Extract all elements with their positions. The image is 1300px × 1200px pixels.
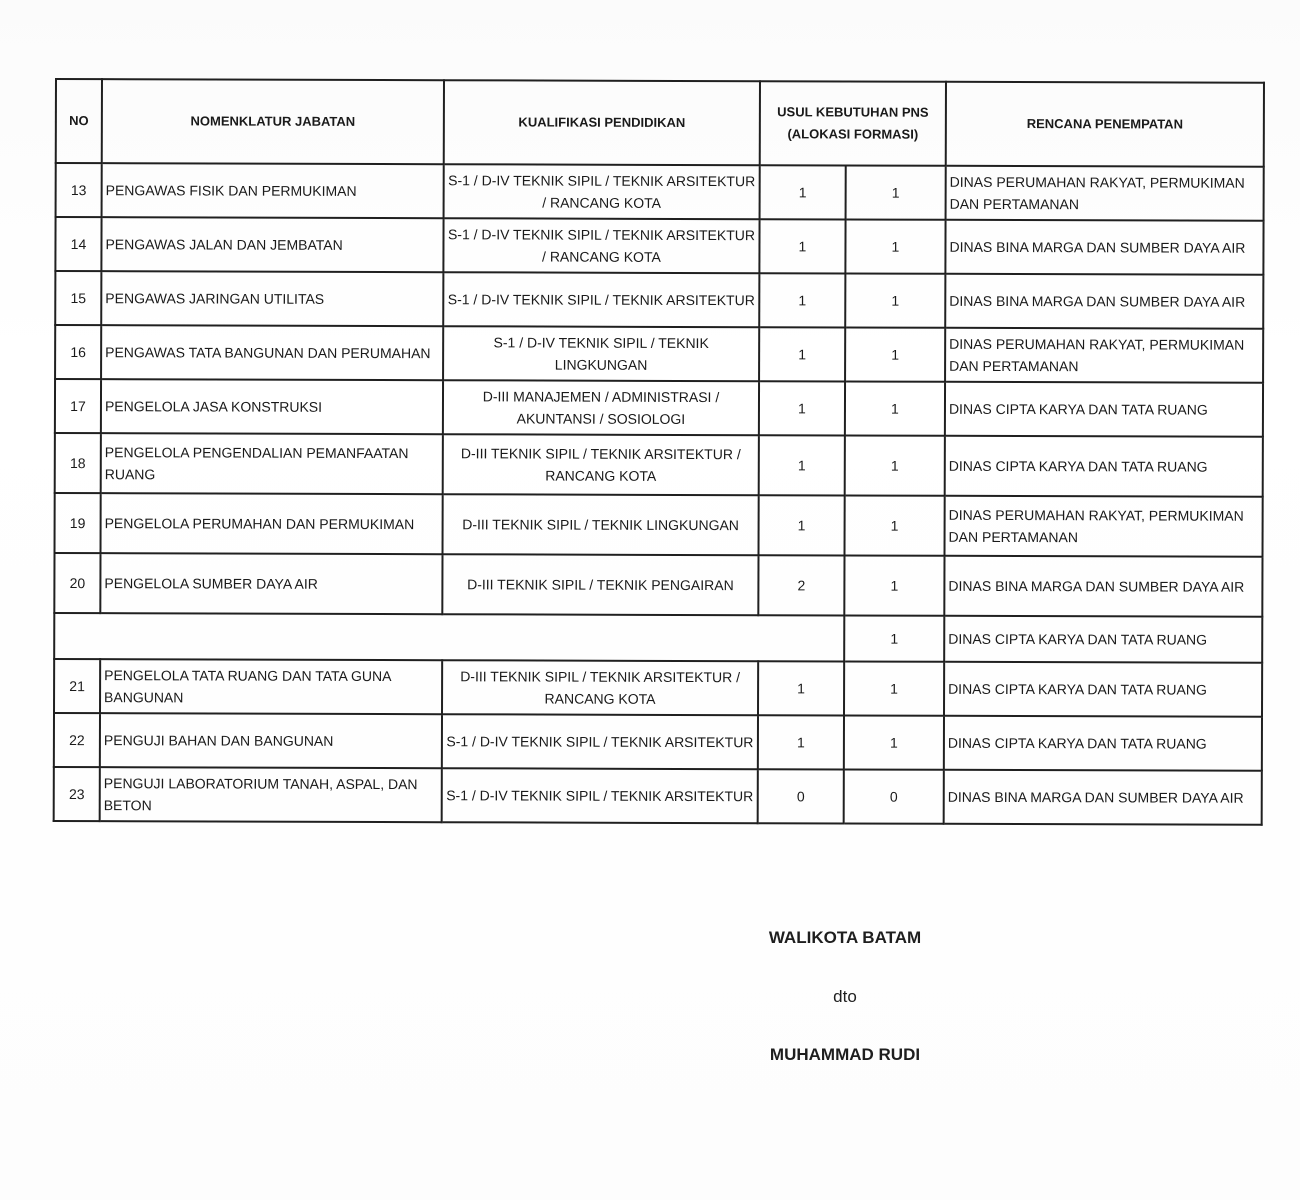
cell-usul: 1 [759,435,845,495]
table-row [54,553,1262,617]
cell-rencana: DINAS BINA MARGA DAN SUMBER DAYA AIR [945,274,1263,329]
cell-nomenklatur: PENGUJI BAHAN DAN BANGUNAN [100,713,442,768]
header-usul-line2: (ALOKASI FORMASI) [787,126,919,142]
cell-alokasi: 1 [845,435,945,495]
cell-no: 19 [55,493,101,553]
cell-rencana: DINAS BINA MARGA DAN SUMBER DAYA AIR [944,770,1262,825]
header-usul-line1: USUL KEBUTUHAN PNS [777,104,929,120]
table-row [54,659,1262,717]
cell-no: 17 [55,379,101,433]
cell-nomenklatur: PENGELOLA PENGENDALIAN PEMANFAATAN RUANG [101,433,443,494]
cell-alokasi: 1 [844,661,944,715]
signature-name: MUHAMMAD RUDI [769,1045,921,1064]
header-usul [760,81,946,166]
cell-alokasi: 1 [845,219,945,273]
header-no: NO [56,79,102,163]
cell-usul: 1 [760,165,846,219]
cell-rencana: DINAS CIPTA KARYA DAN TATA RUANG [944,716,1262,771]
cell-nomenklatur: PENGAWAS TATA BANGUNAN DAN PERUMAHAN [101,325,443,380]
cell-no: 22 [54,713,100,767]
cell-usul: 1 [759,495,845,555]
cell-usul: 1 [759,219,845,273]
cell-alokasi: 0 [844,769,944,823]
cell-alokasi: 1 [844,615,944,661]
cell-kualifikasi: D-III TEKNIK SIPIL / TEKNIK ARSITEKTUR / RANCANG KOTA [442,660,758,715]
table-row [54,767,1262,825]
table-row [55,433,1263,497]
cell-kualifikasi: S-1 / D-IV TEKNIK SIPIL / TEKNIK LINGKUNGAN [443,326,759,381]
table-row [54,713,1262,771]
cell-nomenklatur: PENGELOLA PERUMAHAN DAN PERMUKIMAN [101,493,443,554]
cell-usul: 0 [758,769,844,823]
cell-rencana: DINAS CIPTA KARYA DAN TATA RUANG [944,616,1262,663]
cell-empty-merged [54,613,844,661]
cell-no: 14 [55,217,101,271]
header-kualifikasi: KUALIFIKASI PENDIDIKAN [444,80,760,165]
cell-usul: 1 [759,327,845,381]
table-header-row [56,79,1264,167]
cell-nomenklatur: PENGAWAS FISIK DAN PERMUKIMAN [102,163,444,218]
cell-nomenklatur: PENGELOLA TATA RUANG DAN TATA GUNA BANGUNAN [100,659,442,714]
table-row [56,163,1264,221]
signature-dto: dto [833,987,857,1006]
cell-kualifikasi: D-III TEKNIK SIPIL / TEKNIK LINGKUNGAN [443,494,759,555]
cell-nomenklatur: PENGUJI LABORATORIUM TANAH, ASPAL, DAN BETON [100,767,442,822]
cell-rencana: DINAS CIPTA KARYA DAN TATA RUANG [945,382,1263,437]
table-row [55,217,1263,275]
cell-kualifikasi: D-III TEKNIK SIPIL / TEKNIK ARSITEKTUR / RANCANG KOTA [443,434,759,495]
cell-no: 20 [54,553,100,613]
header-nomenklatur: NOMENKLATUR JABATAN [102,79,444,164]
cell-no: 23 [54,767,100,821]
cell-kualifikasi: S-1 / D-IV TEKNIK SIPIL / TEKNIK ARSITEKTUR [442,714,758,769]
table-row-extra-allocation [54,613,1262,663]
cell-rencana: DINAS PERUMAHAN RAKYAT, PERMUKIMAN DAN PERTAMANAN [945,328,1263,383]
cell-kualifikasi: S-1 / D-IV TEKNIK SIPIL / TEKNIK ARSITEKTUR / RANCANG KOTA [444,164,760,219]
cell-no: 18 [55,433,101,493]
cell-no: 21 [54,659,100,713]
cell-usul: 1 [758,715,844,769]
cell-kualifikasi: D-III TEKNIK SIPIL / TEKNIK PENGAIRAN [442,554,758,615]
formasi-table [53,78,1265,826]
header-rencana: RENCANA PENEMPATAN [946,82,1264,167]
cell-rencana: DINAS CIPTA KARYA DAN TATA RUANG [944,662,1262,717]
cell-usul: 1 [759,381,845,435]
table-row [55,271,1263,329]
cell-usul: 1 [759,273,845,327]
signature-title: WALIKOTA BATAM [768,928,922,947]
cell-kualifikasi: S-1 / D-IV TEKNIK SIPIL / TEKNIK ARSITEKTUR [443,272,759,327]
table-row [55,325,1263,383]
cell-rencana: DINAS PERUMAHAN RAKYAT, PERMUKIMAN DAN PERTAMANAN [946,166,1264,221]
table-row [55,493,1263,557]
cell-kualifikasi: S-1 / D-IV TEKNIK SIPIL / TEKNIK ARSITEKTUR / RANCANG KOTA [443,218,759,273]
cell-nomenklatur: PENGELOLA JASA KONSTRUKSI [101,379,443,434]
cell-nomenklatur: PENGELOLA SUMBER DAYA AIR [100,553,442,614]
cell-alokasi: 1 [845,327,945,381]
cell-nomenklatur: PENGAWAS JALAN DAN JEMBATAN [101,217,443,272]
cell-alokasi: 1 [846,165,946,219]
cell-nomenklatur: PENGAWAS JARINGAN UTILITAS [101,271,443,326]
cell-alokasi: 1 [845,381,945,435]
cell-alokasi: 1 [845,273,945,327]
cell-alokasi: 1 [844,555,944,615]
cell-usul: 1 [758,661,844,715]
cell-no: 13 [56,163,102,217]
cell-alokasi: 1 [845,495,945,555]
cell-rencana: DINAS BINA MARGA DAN SUMBER DAYA AIR [945,220,1263,275]
cell-no: 15 [55,271,101,325]
cell-rencana: DINAS CIPTA KARYA DAN TATA RUANG [945,436,1263,497]
cell-no: 16 [55,325,101,379]
cell-kualifikasi: S-1 / D-IV TEKNIK SIPIL / TEKNIK ARSITEKTUR [442,768,758,823]
cell-usul: 2 [758,555,844,615]
cell-kualifikasi: D-III MANAJEMEN / ADMINISTRASI / AKUNTANSI / SOSIOLOGI [443,380,759,435]
cell-rencana: DINAS BINA MARGA DAN SUMBER DAYA AIR [944,556,1262,617]
cell-alokasi: 1 [844,715,944,769]
cell-rencana: DINAS PERUMAHAN RAKYAT, PERMUKIMAN DAN PERTAMANAN [945,496,1263,557]
table-row [55,379,1263,437]
